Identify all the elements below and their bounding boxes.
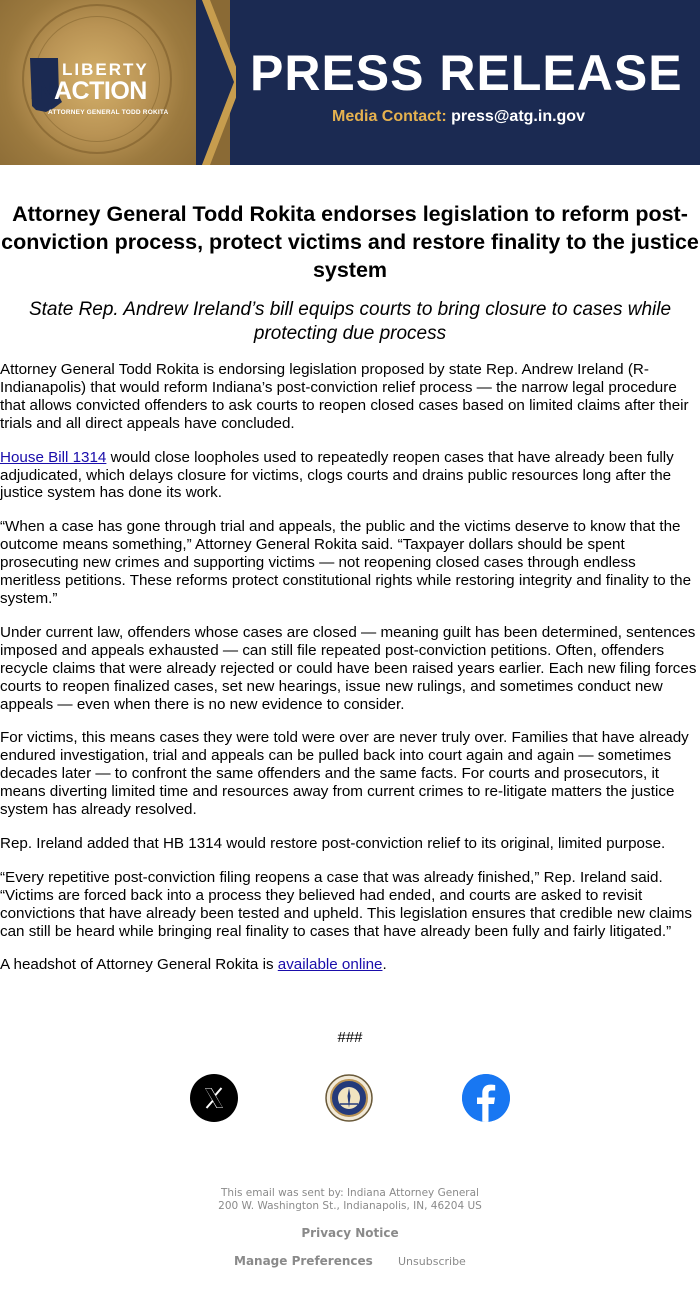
x-icon[interactable] — [190, 1074, 238, 1122]
paragraph-8 — [0, 956, 698, 974]
headshot-link[interactable]: available online — [277, 956, 383, 974]
logo-liberty-text: LIBERTY — [62, 60, 149, 79]
paragraph-2-text: would close loopholes used to repeatedly reopen cases that have already been fully adjudicated, which delays closure for victims, clogs courts and drains public resources long after the justice system has done its work. — [0, 448, 674, 502]
headline: Attorney General Todd Rokita endorses legislation to reform post-conviction process, protect victims and restore finality to the justice system — [1, 202, 699, 282]
paragraph-6: Rep. Ireland added that HB 1314 would restore post-conviction relief to its original, limited purpose. — [0, 834, 666, 852]
privacy-notice-link[interactable]: Privacy Notice — [301, 1226, 399, 1240]
paragraph-4: Under current law, offenders whose cases are closed — meaning guilt has been determined, sentences imposed and appeals exhausted — can still file repeated post-conviction petitions. Often, offenders recycle claims that were already rejected or could have been raised years earlier. Each new filing forces courts to reopen finalized cases, set new hearings, issue new rulings, and sometimes conduct new appeals — even when there is no new evidence to consider. — [0, 623, 697, 713]
paragraph-2 — [0, 449, 698, 503]
media-contact — [332, 108, 585, 126]
paragraph-7: “Every repetitive post-conviction filing reopens a case that was already finished,” Rep. Ireland said. “Victims are forced back into a process they believed had ended, and courts are asked to revisit convictions that have already been tested and upheld. This legislation ensures that credible new claims can still be heard while bringing real finality to cases that have already been fully and fairly litigated.” — [0, 868, 693, 940]
subheadline: State Rep. Andrew Ireland’s bill equips courts to bring closure to cases while protecting due process — [28, 299, 672, 344]
banner-title: PRESS RELEASE — [250, 45, 683, 101]
house-bill-link[interactable]: House Bill 1314 — [0, 448, 107, 466]
paragraph-8-end: . — [382, 956, 387, 974]
logo-subtitle: ATTORNEY GENERAL TODD ROKITA — [48, 109, 169, 116]
logo-in-text: IN — [30, 77, 54, 105]
end-marker: ### — [337, 1029, 363, 1046]
logo-action-text: ACTION — [54, 77, 147, 105]
media-contact-email[interactable]: press@atg.in.gov — [451, 108, 585, 125]
footer-address: 200 W. Washington St., Indianapolis, IN, 46204 US — [218, 1200, 482, 1212]
unsubscribe-link[interactable]: Unsubscribe — [398, 1255, 466, 1268]
paragraph-3: “When a case has gone through trial and appeals, the public and the victims deserve to know that the outcome means something,” Attorney General Rokita said. “Taxpayer dollars should be spent prosecuting new crimes and supporting victims — not reopening closed cases through endless meritless petitions. These reforms protect constitutional rights while restoring integrity and finality to the system.” — [0, 518, 692, 607]
banner-chevron-divider — [196, 0, 236, 165]
state-seal-icon[interactable] — [325, 1074, 373, 1122]
manage-preferences-link[interactable]: Manage Preferences — [234, 1254, 373, 1268]
footer-sender — [0, 1187, 700, 1213]
paragraph-8-text: A headshot of Attorney General Rokita is — [0, 956, 278, 974]
paragraph-1: Attorney General Todd Rokita is endorsing legislation proposed by state Rep. Andrew Ireland (R-Indianapolis) that would reform Indiana’s post-conviction relief process — the narrow legal procedure that allows convicted offenders to ask courts to reopen closed cases based on limited claims after their trials and all direct appeals have concluded. — [0, 361, 689, 432]
footer-sender-line-1: This email was sent by: Indiana Attorney General — [221, 1187, 479, 1199]
press-release-banner — [0, 0, 700, 165]
article-body — [0, 361, 698, 990]
media-contact-label: Media Contact: — [332, 108, 447, 125]
logo-inaction-text — [30, 77, 147, 106]
paragraph-5: For victims, this means cases they were told were over are never truly over. Families that have already endured investigation, trial and appeals can be pulled back into court again and again — sometimes decades later — to confront the same offenders and the same facts. For courts and prosecutors, it means diverting limited time and resources away from current crimes to re-litigate matters the justice system has already resolved. — [0, 729, 689, 819]
facebook-icon[interactable] — [462, 1074, 510, 1122]
